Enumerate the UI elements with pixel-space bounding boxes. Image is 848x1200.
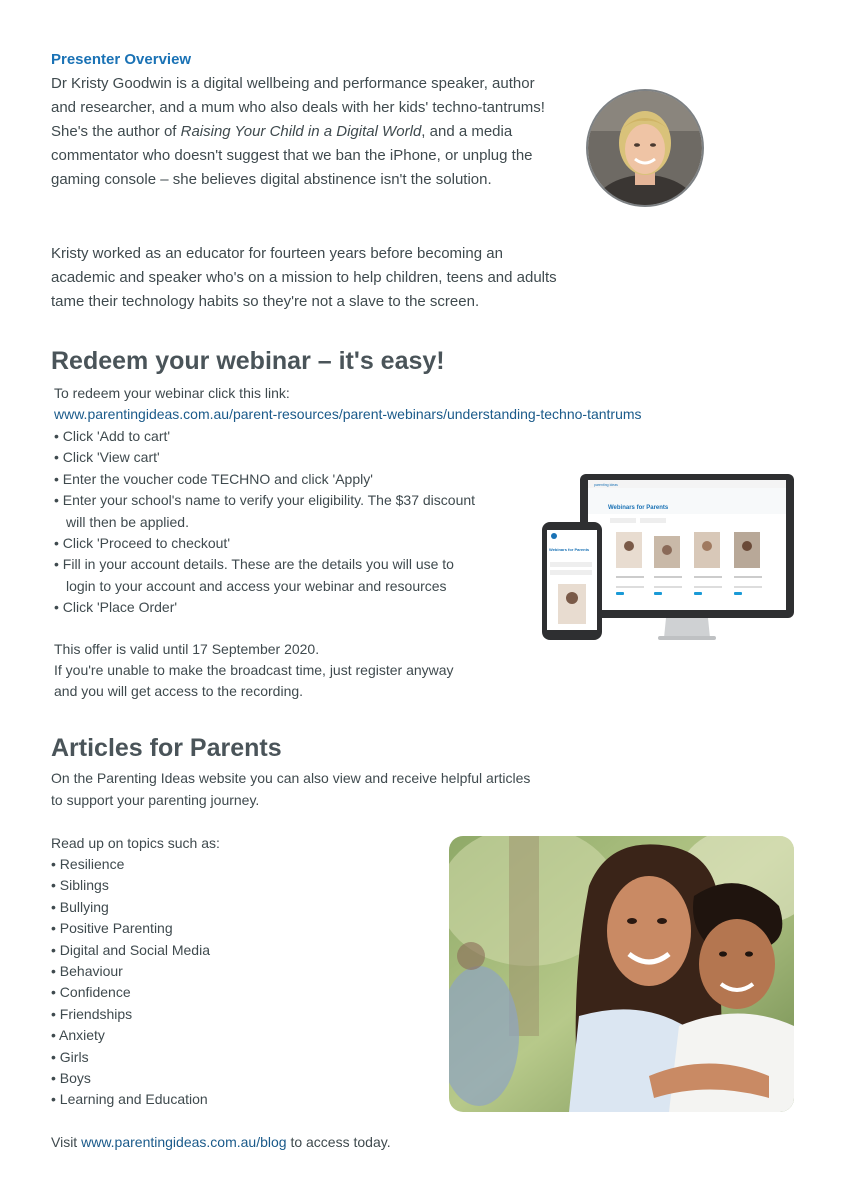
visit-suffix: to access today. bbox=[286, 1134, 391, 1150]
webinar-devices-mockup bbox=[538, 472, 796, 644]
step-checkout: • Click 'Proceed to checkout' bbox=[54, 535, 230, 552]
topic-item: • Behaviour bbox=[51, 963, 123, 980]
devices-illustration bbox=[538, 472, 796, 644]
step-account-details-cont: login to your account and access your webinar and resources bbox=[66, 577, 447, 594]
redeem-steps-list bbox=[54, 426, 534, 619]
bio-text-1: Dr Kristy Goodwin is a digital wellbeing and performance speaker, author and researcher, and a mum who also deals with her kids' techno-tantrums! She's the author of bbox=[51, 75, 545, 140]
step-view-cart: • Click 'View cart' bbox=[54, 449, 160, 466]
articles-title: Articles for Parents bbox=[51, 734, 282, 762]
articles-intro-1: On the Parenting Ideas website you can also view and receive helpful articles bbox=[51, 770, 531, 786]
book-title: Raising Your Child in a Digital World bbox=[180, 123, 422, 140]
redeem-title: Redeem your webinar – it's easy! bbox=[51, 347, 445, 375]
topic-item: • Learning and Education bbox=[51, 1091, 208, 1108]
visit-prefix: Visit bbox=[51, 1134, 82, 1150]
webinar-link[interactable]: www.parentingideas.com.au/parent-resources/parent-webinars/understanding-techno-tantrums bbox=[54, 406, 642, 422]
topic-item: • Girls bbox=[51, 1048, 89, 1065]
topic-item: • Boys bbox=[51, 1070, 91, 1087]
desktop-title: Webinars for Parents bbox=[608, 505, 669, 511]
presenter-overview-title: Presenter Overview bbox=[51, 51, 192, 68]
topics-intro: Read up on topics such as: bbox=[51, 835, 220, 851]
topic-item: • Anxiety bbox=[51, 1027, 105, 1044]
step-place-order: • Click 'Place Order' bbox=[54, 599, 178, 616]
broadcast-note-1: If you're unable to make the broadcast time, just register anyway bbox=[54, 662, 454, 678]
topic-item: • Digital and Social Media bbox=[51, 941, 210, 958]
topic-item: • Positive Parenting bbox=[51, 920, 173, 937]
bio-text-2: , and a media commentator who doesn't suggest that we ban the iPhone, or unplug the gaming console – she believes digital abstinence isn't the solution. bbox=[51, 123, 533, 188]
articles-intro-2: to support your parenting journey. bbox=[51, 792, 260, 808]
topic-item: • Confidence bbox=[51, 984, 131, 1001]
offer-valid-text: This offer is valid until 17 September 2020. bbox=[54, 641, 320, 657]
topic-item: • Resilience bbox=[51, 856, 125, 872]
presenter-bio-2: Kristy worked as an educator for fourteen years before becoming an academic and speaker who's on a mission to help children, teens and adults tame their technology habits so they're not a slave to the screen. bbox=[51, 245, 557, 310]
topic-item: • Siblings bbox=[51, 877, 109, 894]
blog-link[interactable]: www.parentingideas.com.au/blog bbox=[81, 1134, 287, 1150]
step-add-to-cart: • Click 'Add to cart' bbox=[54, 428, 171, 444]
presenter-avatar bbox=[586, 89, 704, 207]
parent-child-illustration bbox=[449, 836, 794, 1112]
topic-item: • Friendships bbox=[51, 1005, 133, 1022]
desktop-brand: parenting ideas bbox=[594, 483, 618, 487]
presenter-portrait-illustration bbox=[588, 91, 702, 205]
presenter-bio-1 bbox=[51, 72, 561, 192]
mobile-title: Webinars for Parents bbox=[549, 547, 590, 552]
step-school-name-cont: will then be applied. bbox=[66, 513, 189, 530]
visit-line bbox=[51, 1132, 391, 1153]
step-voucher-code: • Enter the voucher code TECHNO and click 'Apply' bbox=[54, 470, 373, 487]
step-school-name: • Enter your school's name to verify your eligibility. The $37 discount bbox=[54, 492, 476, 509]
topic-item: • Bullying bbox=[51, 898, 109, 915]
topics-list bbox=[51, 854, 210, 1111]
redeem-intro: To redeem your webinar click this link: bbox=[54, 385, 290, 401]
step-account-details: • Fill in your account details. These are the details you will use to bbox=[54, 556, 454, 573]
parent-child-photo bbox=[449, 836, 794, 1112]
broadcast-note-2: and you will get access to the recording. bbox=[54, 683, 304, 699]
